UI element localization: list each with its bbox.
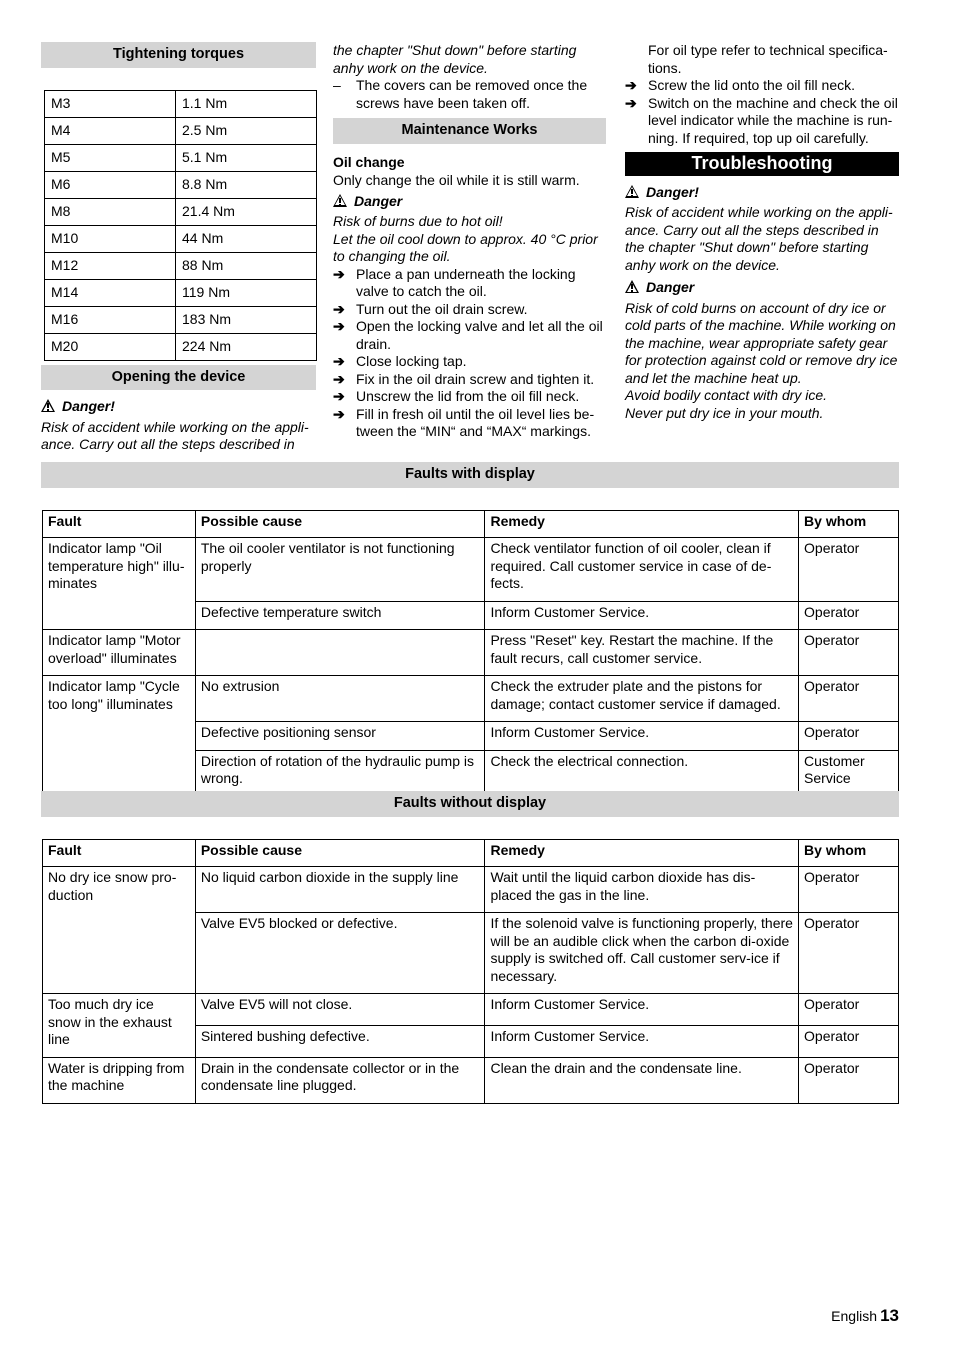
- thread-size: M16: [45, 306, 176, 333]
- thread-size: M5: [45, 144, 176, 171]
- step-item: [333, 353, 606, 371]
- column-header: Remedy: [485, 839, 799, 867]
- torque-row: [45, 279, 317, 306]
- cause-cell: No liquid carbon dioxide in the supply line: [195, 867, 485, 913]
- torque-row: [45, 144, 317, 171]
- step-text: Place a pan underneath the locking valve to catch the oil.: [356, 265, 576, 299]
- danger-line-1: Risk of burns due to hot oil!: [333, 213, 503, 229]
- step-text: Close locking tap.: [356, 353, 467, 369]
- table-row: [43, 538, 899, 602]
- cause-cell: The oil cooler ventilator is not functioning properly: [195, 538, 485, 602]
- step-text: Open the locking valve and let all the oil drain.: [356, 318, 603, 352]
- column-header: Possible cause: [195, 839, 485, 867]
- thread-size: M20: [45, 333, 176, 360]
- step-text: Unscrew the lid from the oil fill neck.: [356, 388, 580, 404]
- remedy-cell: Inform Customer Service.: [485, 722, 799, 751]
- warning-icon: [625, 185, 639, 198]
- cause-cell: Direction of rotation of the hydraulic pump is wrong.: [195, 750, 485, 796]
- remedy-cell: Wait until the liquid carbon dioxide has dis-placed the gas in the line.: [485, 867, 799, 913]
- torque-row: [45, 117, 317, 144]
- faults-with-display-heading: Faults with display: [41, 462, 899, 488]
- arrow-icon: ➔: [625, 77, 637, 93]
- who-cell: Operator: [799, 538, 899, 602]
- who-cell: Operator: [799, 722, 899, 751]
- table-row: [43, 994, 899, 1026]
- faults-with-display-table: [42, 510, 899, 797]
- arrow-icon: ➔: [333, 370, 345, 387]
- column-1: [41, 42, 316, 454]
- torque-value: 224 Nm: [176, 333, 317, 360]
- torque-value: 44 Nm: [176, 225, 317, 252]
- torque-value: 119 Nm: [176, 279, 317, 306]
- step-item: [333, 371, 606, 389]
- arrow-icon: ➔: [333, 388, 345, 404]
- warning-icon: [333, 194, 347, 207]
- fault-cell: Indicator lamp "Oil temperature high" illu-minates: [43, 538, 196, 630]
- column-header: By whom: [799, 839, 899, 867]
- step-item: [333, 406, 606, 441]
- arrow-icon: ➔: [333, 265, 345, 282]
- column-2: [333, 42, 606, 441]
- torque-table: [44, 90, 317, 361]
- thread-size: M4: [45, 117, 176, 144]
- opening-device-heading: Opening the device: [41, 365, 316, 391]
- oil-change-heading: Oil change: [333, 153, 405, 170]
- danger-label: Danger: [354, 192, 403, 209]
- dash-list-item: – The covers can be removed once the screws have been taken off.: [333, 77, 588, 111]
- torque-row: [45, 171, 317, 198]
- torque-value: 88 Nm: [176, 252, 317, 279]
- maintenance-works-heading: Maintenance Works: [333, 118, 606, 144]
- who-cell: Customer Service: [799, 750, 899, 796]
- oil-change-steps: [333, 266, 606, 441]
- column-header: Remedy: [485, 510, 799, 538]
- fault-cell: Water is dripping from the machine: [43, 1057, 196, 1103]
- step-item: [625, 77, 899, 95]
- step-text: Turn out the oil drain screw.: [356, 300, 528, 317]
- fault-cell: Too much dry ice snow in the exhaust line: [43, 994, 196, 1058]
- cause-cell: Defective positioning sensor: [195, 722, 485, 751]
- torque-value: 1.1 Nm: [176, 90, 317, 117]
- step-text: Fix in the oil drain screw and tighten it.: [356, 370, 595, 387]
- step-text: Screw the lid onto the oil fill neck.: [648, 77, 855, 93]
- danger-text-2: Risk of cold burns on account of dry ice or cold parts of the machine. While working on the machine, wear appropriate safety gear for protection against cold or remove dry ice and let the machine heat up.: [625, 299, 898, 386]
- torque-row: [45, 225, 317, 252]
- column-header: Fault: [43, 839, 196, 867]
- column-header: Fault: [43, 510, 196, 538]
- cause-cell: Drain in the condensate collector or in the condensate line plugged.: [195, 1057, 485, 1103]
- remedy-cell: Inform Customer Service.: [485, 601, 799, 630]
- oil-fill-steps: [625, 77, 899, 147]
- fault-cell: No dry ice snow pro-duction: [43, 867, 196, 994]
- thread-size: M3: [45, 90, 176, 117]
- step-item: [333, 318, 606, 353]
- who-cell: Operator: [799, 1057, 899, 1103]
- torque-row: [45, 333, 317, 360]
- cause-cell: Valve EV5 blocked or defective.: [195, 913, 485, 994]
- arrow-icon: ➔: [333, 318, 345, 334]
- footer-language: English: [831, 1308, 878, 1324]
- danger-text-2-line-2: Avoid bodily contact with dry ice.: [625, 387, 828, 403]
- who-cell: Operator: [799, 994, 899, 1026]
- danger-text-2-line-3: Never put dry ice in your mouth.: [625, 404, 824, 421]
- torque-row: [45, 252, 317, 279]
- danger-label: Danger!: [62, 398, 115, 414]
- arrow-icon: ➔: [333, 353, 345, 369]
- who-cell: Operator: [799, 630, 899, 676]
- continued-text: the chapter "Shut down" before starting anhy work on the device.: [333, 42, 577, 76]
- danger-label: Danger: [646, 279, 695, 295]
- who-cell: Operator: [799, 1025, 899, 1057]
- remedy-cell: Check the electrical connection.: [485, 750, 799, 796]
- cause-cell: No extrusion: [195, 676, 485, 722]
- cause-cell: [195, 630, 485, 676]
- remedy-cell: Clean the drain and the condensate line.: [485, 1057, 799, 1103]
- step-item: [625, 95, 899, 148]
- page-number: 13: [880, 1306, 899, 1325]
- table-row: [43, 867, 899, 913]
- table-row: [43, 1057, 899, 1103]
- tightening-torques-heading: Tightening torques: [41, 42, 316, 68]
- torque-value: 2.5 Nm: [176, 117, 317, 144]
- column-header: By whom: [799, 510, 899, 538]
- remedy-cell: If the solenoid valve is functioning properly, there will be an audible click when the carbon di-oxide supply is switched off. Call customer serv-ice if necessary.: [485, 913, 799, 994]
- fault-cell: Indicator lamp "Cycle too long" illuminates: [43, 676, 196, 797]
- danger-label: Danger!: [646, 183, 699, 200]
- arrow-icon: ➔: [333, 405, 345, 422]
- thread-size: M10: [45, 225, 176, 252]
- danger-line-2: Let the oil cool down to approx. 40 °C prior to changing the oil.: [333, 230, 598, 264]
- who-cell: Operator: [799, 601, 899, 630]
- arrow-icon: ➔: [333, 300, 345, 317]
- torque-value: 8.8 Nm: [176, 171, 317, 198]
- column-header: Possible cause: [195, 510, 485, 538]
- fault-cell: Indicator lamp "Motor overload" illuminates: [43, 630, 196, 676]
- table-row: [43, 630, 899, 676]
- faults-without-display-heading: Faults without display: [41, 791, 899, 817]
- remedy-cell: Press "Reset" key. Restart the machine. If the fault recurs, call customer service.: [485, 630, 799, 676]
- torque-value: 5.1 Nm: [176, 144, 317, 171]
- warning-icon: [41, 399, 55, 412]
- danger-text-1: Risk of accident while working on the appli-ance. Carry out all the steps described in the chapter "Shut down" before starting anhy work on the device.: [625, 204, 893, 273]
- remedy-cell: Inform Customer Service.: [485, 1025, 799, 1057]
- who-cell: Operator: [799, 867, 899, 913]
- torque-row: [45, 306, 317, 333]
- continued-text: For oil type refer to technical specifica-tions.: [648, 42, 888, 76]
- step-item: [333, 388, 606, 406]
- thread-size: M14: [45, 279, 176, 306]
- remedy-cell: Check the extruder plate and the pistons for damage; contact customer service if damaged.: [485, 676, 799, 722]
- page-footer: [831, 1307, 899, 1326]
- step-item: [333, 301, 606, 319]
- step-item: [333, 266, 606, 301]
- thread-size: M8: [45, 198, 176, 225]
- danger-text: Risk of accident while working on the appli-ance. Carry out all the steps described in: [41, 418, 309, 452]
- torque-value: 183 Nm: [176, 306, 317, 333]
- faults-with-display-section: [41, 462, 899, 797]
- oil-intro-text: Only change the oil while it is still warm.: [333, 172, 580, 188]
- torque-row: [45, 90, 317, 117]
- troubleshooting-heading: Troubleshooting: [625, 152, 899, 176]
- warning-icon: [625, 280, 639, 293]
- remedy-cell: Check ventilator function of oil cooler, clean if required. Call customer service in case of de-fects.: [485, 538, 799, 602]
- cause-cell: Defective temperature switch: [195, 601, 485, 630]
- cause-cell: Sintered bushing defective.: [195, 1025, 485, 1057]
- who-cell: Operator: [799, 913, 899, 994]
- step-text: Fill in fresh oil until the oil level lies be-tween the “MIN“ and “MAX“ markings.: [356, 405, 595, 439]
- thread-size: M6: [45, 171, 176, 198]
- column-3: [625, 42, 899, 422]
- faults-without-display-table: [42, 839, 899, 1104]
- who-cell: Operator: [799, 676, 899, 722]
- arrow-icon: ➔: [625, 94, 637, 111]
- faults-without-display-section: [41, 791, 899, 1104]
- remedy-cell: Inform Customer Service.: [485, 994, 799, 1026]
- torque-value: 21.4 Nm: [176, 198, 317, 225]
- torque-row: [45, 198, 317, 225]
- table-row: [43, 676, 899, 722]
- cause-cell: Valve EV5 will not close.: [195, 994, 485, 1026]
- step-text: Switch on the machine and check the oil level indicator while the machine is run-ning. If required, top up oil carefully.: [648, 94, 898, 146]
- thread-size: M12: [45, 252, 176, 279]
